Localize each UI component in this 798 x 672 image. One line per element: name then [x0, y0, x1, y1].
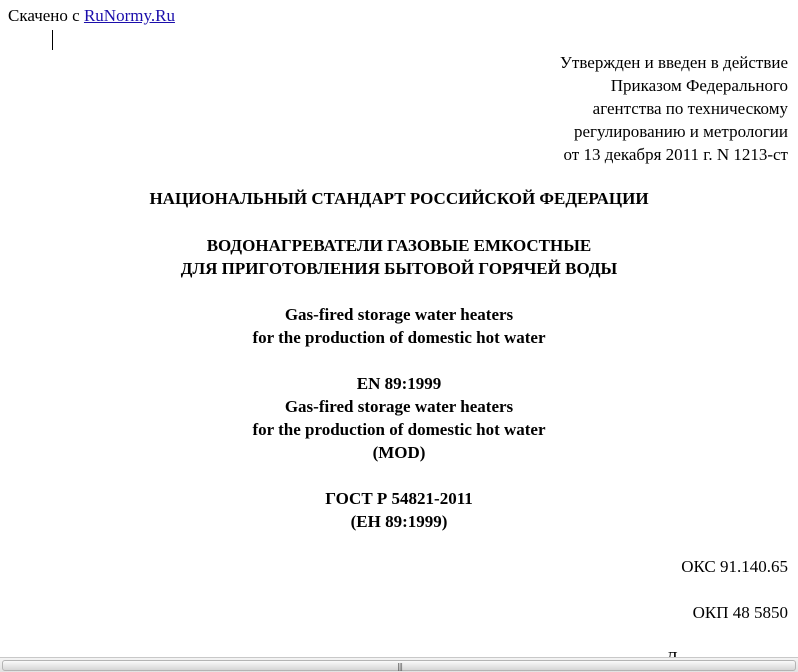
scrollbar-grip-icon: ||| [397, 662, 403, 671]
en-mod: (MOD) [372, 443, 426, 462]
scrollbar-thumb[interactable] [2, 660, 796, 671]
gost-block [0, 487, 798, 533]
approval-line: от 13 декабря 2011 г. N 1213-ст [563, 145, 788, 164]
oks-code: ОКС 91.140.65 [681, 557, 788, 576]
en-code: EN 89:1999 [356, 374, 442, 393]
english-title-line-1: Gas-fired storage water heaters [284, 305, 514, 324]
okp-code: ОКП 48 5850 [692, 603, 788, 622]
en-title-line-1: Gas-fired storage water heaters [284, 397, 514, 416]
gost-en-code: (ЕН 89:1999) [350, 512, 448, 531]
standard-heading: НАЦИОНАЛЬНЫЙ СТАНДАРТ РОССИЙСКОЙ ФЕДЕРАЦИИ [149, 189, 649, 208]
horizontal-scrollbar[interactable] [0, 657, 798, 672]
en-standard-block [0, 372, 798, 464]
english-title [0, 303, 798, 349]
source-prefix: Скачено с [8, 6, 84, 25]
russian-title-line-1: ВОДОНАГРЕВАТЕЛИ ГАЗОВЫЕ ЕМКОСТНЫЕ [206, 236, 592, 255]
en-title-line-2: for the production of domestic hot water [252, 420, 546, 439]
source-line [8, 6, 175, 26]
russian-title-line-2: ДЛЯ ПРИГОТОВЛЕНИЯ БЫТОВОЙ ГОРЯЧЕЙ ВОДЫ [180, 259, 618, 278]
approval-line: регулированию и метрологии [573, 122, 788, 141]
gost-code: ГОСТ Р 54821-2011 [325, 489, 473, 508]
approval-line: Утвержден и введен в действие [559, 53, 788, 72]
approval-line: Приказом Федерального [610, 76, 788, 95]
approval-line: агентства по техническому [592, 99, 788, 118]
english-title-line-2: for the production of domestic hot water [252, 328, 546, 347]
source-link[interactable]: RuNormy.Ru [83, 6, 175, 25]
russian-title [0, 234, 798, 280]
approval-block [560, 51, 788, 166]
text-cursor [52, 30, 53, 50]
